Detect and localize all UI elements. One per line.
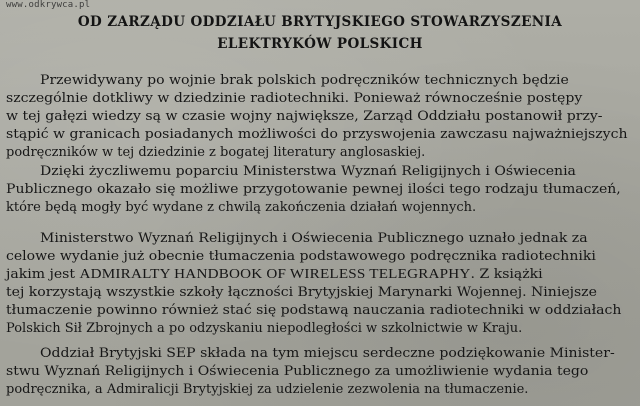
paragraph-text: jakim jest (6, 267, 80, 282)
paragraph-line: tłumaczenie powinno również stać się podstawą nauczania radiotechniki w oddziałach (6, 303, 622, 318)
paragraph-line: podręcznika, a Admiralicji Brytyjskiej za udzielenie zezwolenia na tłumaczenie. (6, 382, 529, 397)
paragraph-line: stąpić w granicach posiadanych możliwości do przyswojenia zawczasu najważniejszych (6, 127, 628, 142)
paragraph-line: podręczników w tej dziedzinie z bogatej literatury anglosaskiej. (6, 145, 426, 160)
paragraph-line: Polskich Sił Zbrojnych a po odzyskaniu niepodległości w szkolnictwie w Kraju. (6, 321, 523, 336)
paragraph-line: w tej gałęzi wiedzy są w czasie wojny największe, Zarząd Oddziału postanowił przy- (6, 109, 603, 124)
paragraph-text: . Z książki (470, 267, 543, 282)
paragraph-line: Oddział Brytyjski SEP składa na tym miejscu serdeczne podziękowanie Minister- (40, 346, 615, 361)
paragraph-line: które będą mogły być wydane z chwilą zakończenia działań wojennych. (6, 200, 477, 215)
watermark-url: www.odkrywca.pl (6, 0, 91, 10)
paragraph-line: tej korzystają wszystkie szkoły łączności Brytyjskiej Marynarki Wojennej. Niniejsze (6, 285, 597, 300)
heading-line-2: ELEKTRYKÓW POLSKICH (217, 36, 423, 52)
paragraph-line-with-title (6, 267, 543, 283)
paragraph-line: celowe wydanie już obecnie tłumaczenia podstawowego podręcznika radiotechniki (6, 249, 596, 264)
paragraph-line: szczególnie dotkliwy w dziedzinie radiotechniki. Ponieważ równocześnie postępy (6, 91, 583, 106)
paragraph-line: stwu Wyznań Religijnych i Oświecenia Publicznego za umożliwienie wydania tego (6, 364, 589, 379)
heading-line-1: OD ZARZĄDU ODDZIAŁU BRYTYJSKIEGO STOWARZYSZENIA (77, 14, 563, 30)
paragraph-line: Dzięki życzliwemu poparciu Ministerstwa Wyznań Religijnych i Oświecenia (40, 164, 576, 179)
paragraph-line: Publicznego okazało się możliwe przygotowanie pewnej ilości tego rodzaju tłumaczeń, (6, 182, 621, 197)
paragraph-line: Przewidywany po wojnie brak polskich podręczników technicznych będzie (40, 73, 569, 88)
paragraph-line: Ministerstwo Wyznań Religijnych i Oświecenia Publicznego uznało jednak za (40, 231, 588, 246)
book-title: ADMIRALTY HANDBOOK OF WIRELESS TELEGRAPHY (79, 267, 471, 282)
